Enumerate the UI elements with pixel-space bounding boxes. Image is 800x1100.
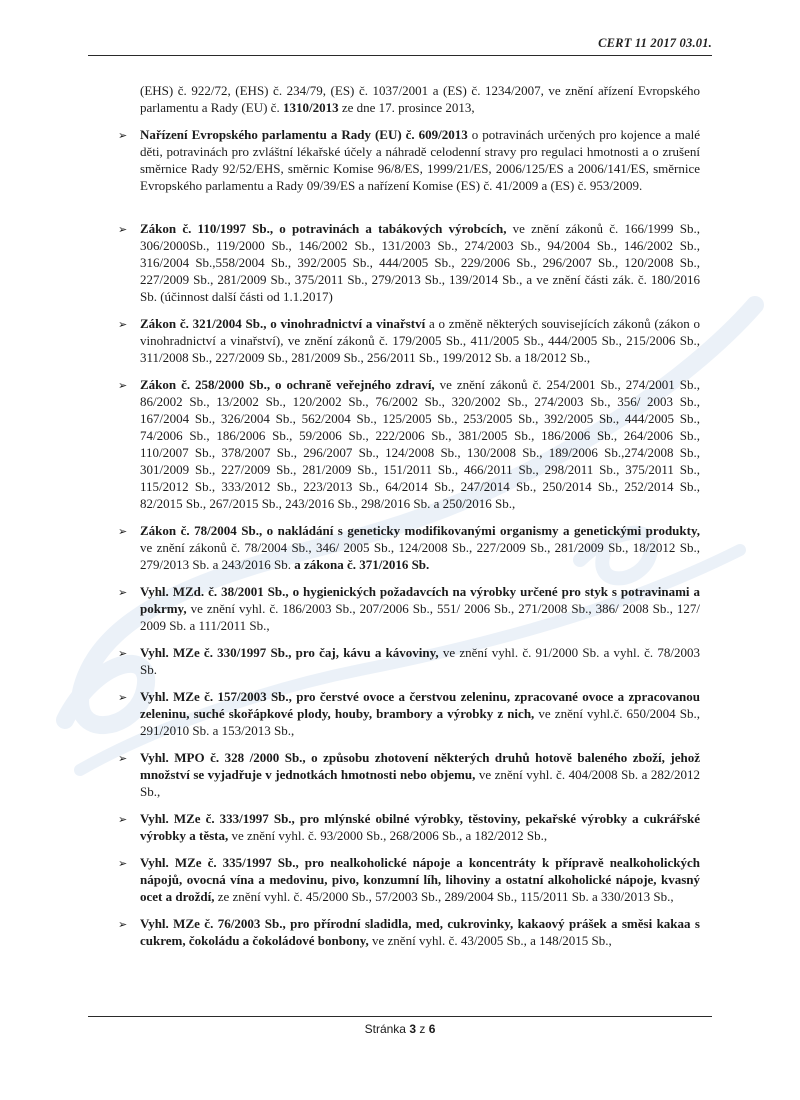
item-text: Vyhl. MZe č. 157/2003 Sb., pro čerstvé ovoce a čerstvou zeleninu, zpracované ovoce a zpracovanou zeleninu, suché skořápkové plody, houby, brambory a výrobky z nich, ve znění vyhl.č. 650/2004 Sb., 291/2010 Sb. a 153/2013 Sb., bbox=[140, 689, 700, 738]
item-text: Vyhl. MZe č. 333/1997 Sb., pro mlýnské obilné výrobky, těstoviny, pekařské výrobky a cukrářské výrobky a těsta, ve znění vyhl. č. 93/2000 Sb., 268/2006 Sb., a 182/2012 Sb., bbox=[140, 811, 700, 843]
item-text: Vyhl. MZe č. 335/1997 Sb., pro nealkoholické nápoje a koncentráty k přípravě nealkoholických nápojů, ovocná vína a medovinu, pivo, konzumní líh, lihoviny a ostatní alkoholické nápoje, kvasný ocet a droždí, ze znění vyhl. č. 45/2000 Sb., 57/2003 Sb., 289/2004 Sb., 115/2011 Sb. a 330/2013 Sb., bbox=[140, 855, 700, 904]
item-text: Vyhl. MPO č. 328 /2000 Sb., o způsobu zhotovení některých druhů hotově baleného zboží, jehož množství se vyjadřuje v jednotkách hmotnosti nebo objemu, ve znění vyhl. č. 404/2008 Sb. a 282/2012 Sb., bbox=[140, 750, 700, 799]
arrow-bullet-icon: ➢ bbox=[118, 813, 128, 826]
item-text: Zákon č. 258/2000 Sb., o ochraně veřejného zdraví, ve znění zákonů č. 254/2001 Sb., 274/2001 Sb., 86/2002 Sb., 13/2002 Sb., 120/2002 Sb., 76/2002 Sb., 320/2002 Sb., 274/2003 Sb., 356/ 2003 Sb., 167/2004 Sb., 326/2004 Sb., 562/2004 Sb., 125/2005 Sb., 253/2005 Sb., 392/2005 Sb., 444/2005 Sb., 74/2006 Sb., 186/2006 Sb., 59/2006 Sb., 222/2006 Sb., 381/2005 Sb., 186/2006 Sb., 264/2006 Sb., 110/2007 Sb., 378/2007 Sb., 296/2007 Sb., 124/2008 Sb., 130/2008 Sb., 189/2006 Sb.,274/2008 Sb., 301/2009 Sb., 227/2009 Sb., 281/2009 Sb., 151/2011 Sb., 466/2011 Sb., 298/2011 Sb., 375/2011 Sb., 115/2012 Sb., 333/2012 Sb., 223/2013 Sb., 64/2014 Sb., 247/2014 Sb., 250/2014 Sb., 252/2014 Sb., 82/2015 Sb., 267/2015 Sb., 243/2016 Sb., 298/2016 Sb. a 250/2016 Sb., bbox=[140, 377, 700, 511]
paragraph bbox=[118, 82, 700, 116]
arrow-bullet-icon: ➢ bbox=[118, 223, 128, 236]
arrow-bullet-icon: ➢ bbox=[118, 129, 128, 142]
list-item bbox=[118, 376, 700, 512]
item-text: Vyhl. MZe č. 330/1997 Sb., pro čaj, kávu a kávoviny, ve znění vyhl. č. 91/2000 Sb. a vyhl. č. 78/2003 Sb. bbox=[140, 645, 700, 677]
header-reference: CERT 11 2017 03.01. bbox=[598, 36, 712, 50]
page-number-current: 3 bbox=[409, 1022, 416, 1036]
header-rule bbox=[88, 55, 712, 56]
document-header bbox=[88, 34, 712, 56]
arrow-bullet-icon: ➢ bbox=[118, 318, 128, 331]
item-text: (EHS) č. 922/72, (EHS) č. 234/79, (ES) č. 1037/2001 a (ES) č. 1234/2007, ve znění ařízení Evropského parlamentu a Rady (EU) č. 1310/2013 ze dne 17. prosince 2013, bbox=[140, 83, 700, 115]
page-number-total: 6 bbox=[428, 1022, 436, 1036]
item-text: Zákon č. 321/2004 Sb., o vinohradnictví a vinařství a o změně některých souvisejících zákonů (zákon o vinohradnictví a vinařství), ve znění zákonů č. 179/2005 Sb., 411/2005 Sb., 444/2005 Sb., 215/2006 Sb., 311/2008 Sb., 227/2009 Sb., 281/2009 Sb., 256/2011 Sb., 199/2012 Sb. a 18/2012 Sb., bbox=[140, 316, 700, 365]
arrow-bullet-icon: ➢ bbox=[118, 525, 128, 538]
list-item bbox=[118, 915, 700, 949]
item-text: Zákon č. 110/1997 Sb., o potravinách a tabákových výrobcích, ve znění zákonů č. 166/1999 Sb., 306/2000Sb., 119/2000 Sb., 146/2002 Sb., 131/2003 Sb., 274/2003 Sb., 94/2004 Sb., 146/2002 Sb., 316/2004 Sb.,558/2004 Sb., 392/2005 Sb., 444/2005 Sb., 229/2006 Sb., 296/2007 Sb., 120/2008 Sb., 227/2009 Sb., 281/2009 Sb., 375/2011 Sb., 279/2013 Sb., 139/2014 Sb., a ve znění části zák. č. 180/2016 Sb. (účinnost další části od 1.1.2017) bbox=[140, 221, 700, 304]
document-footer bbox=[88, 1016, 712, 1036]
page-number bbox=[88, 1022, 712, 1036]
arrow-bullet-icon: ➢ bbox=[118, 379, 128, 392]
arrow-bullet-icon: ➢ bbox=[118, 647, 128, 660]
arrow-bullet-icon: ➢ bbox=[118, 691, 128, 704]
arrow-bullet-icon: ➢ bbox=[118, 857, 128, 870]
item-text: Nařízení Evropského parlamentu a Rady (EU) č. 609/2013 o potravinách určených pro kojence a malé děti, potravinách pro zvláštní lékařské účely a náhradě celodenní stravy pro regulaci hmotnosti a o zrušení směrnice Rady 92/52/EHS, směrnic Komise 96/8/ES, 1999/21/ES, 2006/125/ES a 2006/141/ES, směrnice Evropského parlamentu a Rady 09/39/ES a nařízení Komise (ES) č. 41/2009 a (ES) č. 953/2009. bbox=[140, 127, 700, 193]
list-item bbox=[118, 522, 700, 573]
list-item bbox=[118, 810, 700, 844]
list-item bbox=[118, 126, 700, 194]
item-text: Vyhl. MZd. č. 38/2001 Sb., o hygienických požadavcích na výrobky určené pro styk s potravinami a pokrmy, ve znění vyhl. č. 186/2003 Sb., 207/2006 Sb., 551/ 2006 Sb., 271/2008 Sb., 386/ 2008 Sb., 127/ 2009 Sb. a 111/2011 Sb., bbox=[140, 584, 700, 633]
item-text: Vyhl. MZe č. 76/2003 Sb., pro přírodní sladidla, med, cukrovinky, kakaový prášek a směsi kakaa s cukrem, čokoládu a čokoládové bonbony, ve znění vyhl. č. 43/2005 Sb., a 148/2015 Sb., bbox=[140, 916, 700, 948]
arrow-bullet-icon: ➢ bbox=[118, 586, 128, 599]
item-text: Zákon č. 78/2004 Sb., o nakládání s geneticky modifikovanými organismy a genetickými produkty, ve znění zákonů č. 78/2004 Sb., 346/ 2005 Sb., 124/2008 Sb., 227/2009 Sb., 281/2009 Sb., 18/2012 Sb., 279/2013 Sb. a 243/2016 Sb. a zákona č. 371/2016 Sb. bbox=[140, 523, 700, 572]
list-item bbox=[118, 688, 700, 739]
list-item bbox=[118, 315, 700, 366]
list-item bbox=[118, 854, 700, 905]
arrow-bullet-icon: ➢ bbox=[118, 752, 128, 765]
list-item bbox=[118, 749, 700, 800]
list-item bbox=[118, 644, 700, 678]
list-item bbox=[118, 583, 700, 634]
list-item bbox=[118, 220, 700, 305]
page-number-label: Stránka bbox=[364, 1022, 406, 1036]
legal-items-list bbox=[118, 82, 700, 959]
arrow-bullet-icon: ➢ bbox=[118, 918, 128, 931]
footer-rule bbox=[88, 1016, 712, 1017]
page-number-separator: z bbox=[419, 1022, 426, 1036]
